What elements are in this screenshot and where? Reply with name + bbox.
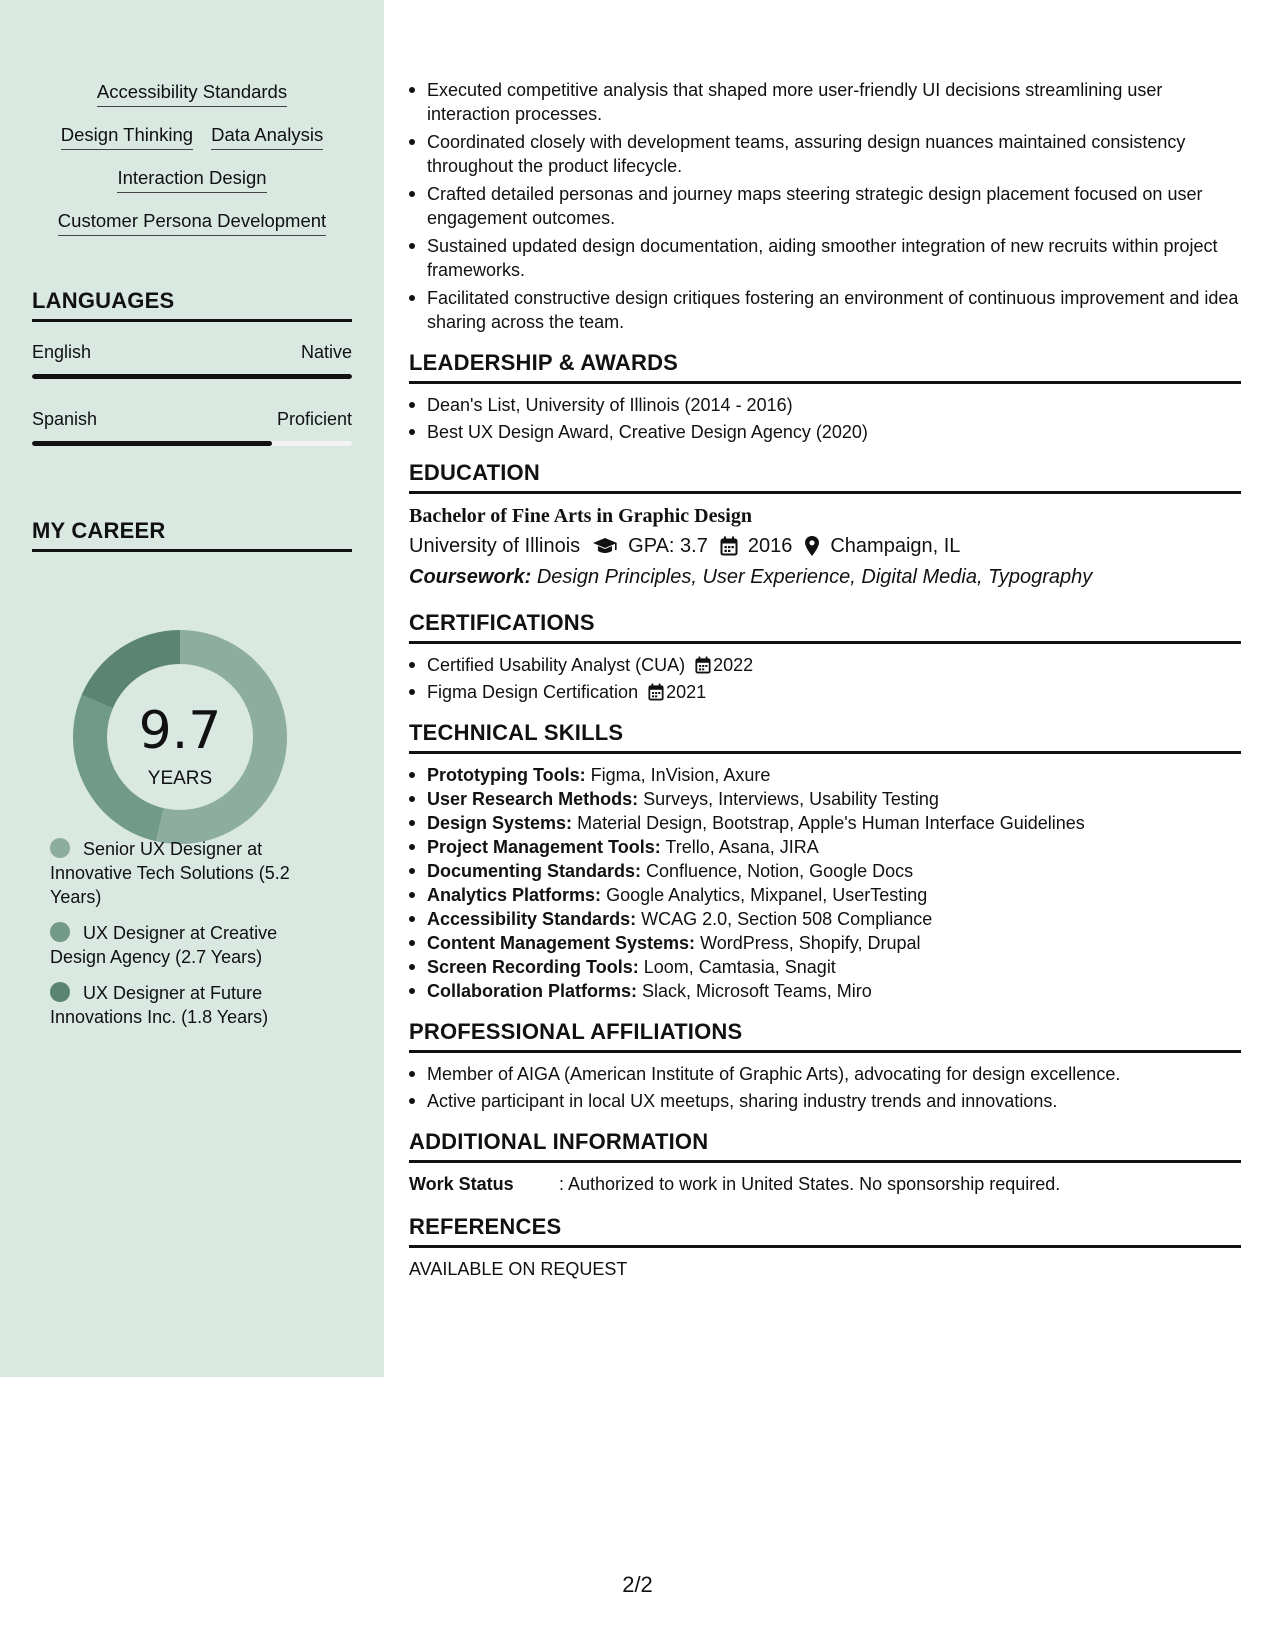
language-spanish xyxy=(32,407,352,446)
technical-skill-label: Project Management Tools: xyxy=(427,837,661,857)
language-level-bar xyxy=(32,441,352,446)
language-english xyxy=(32,340,352,379)
technical-skill-value: Surveys, Interviews, Usability Testing xyxy=(643,789,939,809)
technical-skill-item xyxy=(409,883,1241,907)
affiliation-item: Member of AIGA (American Institute of Graphic Arts), advocating for design excellence. xyxy=(409,1062,1241,1086)
education-details xyxy=(409,532,1241,560)
skill-tag: Design Thinking xyxy=(61,123,193,150)
career-legend-label: UX Designer at Creative Design Agency (2.7 Years) xyxy=(50,923,278,967)
legend-swatch xyxy=(50,922,70,942)
additional-info-section xyxy=(409,1129,1241,1196)
certification-year: 2021 xyxy=(666,682,707,702)
technical-skill-value: Trello, Asana, JIRA xyxy=(665,837,819,857)
award-item: Best UX Design Award, Creative Design Agency (2020) xyxy=(409,420,1241,444)
experience-bullet: Crafted detailed personas and journey maps steering strategic design placement focused on user engagement outcomes. xyxy=(409,182,1241,230)
skill-tag: Customer Persona Development xyxy=(58,209,326,236)
calendar-icon xyxy=(638,682,666,702)
sidebar xyxy=(0,0,384,1377)
award-item: Dean's List, University of Illinois (2014 - 2016) xyxy=(409,393,1241,417)
calendar-icon xyxy=(720,536,738,556)
technical-skill-item xyxy=(409,763,1241,787)
technical-skill-label: Documenting Standards: xyxy=(427,861,642,881)
graduation-year: 2016 xyxy=(747,535,793,557)
career-total: 9.7 xyxy=(138,701,222,761)
leadership-list xyxy=(409,393,1241,444)
technical-skill-label: Accessibility Standards: xyxy=(427,909,637,929)
certifications-section xyxy=(409,610,1241,704)
career-legend-label: Senior UX Designer at Innovative Tech Solutions (5.2 Years) xyxy=(50,839,290,907)
career-donut-segment xyxy=(82,630,180,708)
degree-title: Bachelor of Fine Arts in Graphic Design xyxy=(409,505,752,527)
technical-skill-label: User Research Methods: xyxy=(427,789,639,809)
technical-skill-value: WordPress, Shopify, Drupal xyxy=(700,933,921,953)
skill-row xyxy=(32,166,352,193)
certification-name: Figma Design Certification xyxy=(427,682,639,702)
education-heading: EDUCATION xyxy=(409,460,1241,494)
career-legend-item xyxy=(50,981,315,1029)
skill-tag: Interaction Design xyxy=(117,166,266,193)
affiliation-item: Active participant in local UX meetups, sharing industry trends and innovations. xyxy=(409,1089,1241,1113)
certification-item xyxy=(409,653,1241,677)
technical-skill-label: Analytics Platforms: xyxy=(427,885,602,905)
technical-skill-item xyxy=(409,835,1241,859)
language-name: Spanish xyxy=(32,409,98,429)
technical-skill-value: WCAG 2.0, Section 508 Compliance xyxy=(641,909,933,929)
technical-skill-item xyxy=(409,787,1241,811)
technical-skill-label: Content Management Systems: xyxy=(427,933,696,953)
experience-bullet: Coordinated closely with development teams, assuring design nuances maintained consistency throughout the product lifecycle. xyxy=(409,130,1241,178)
language-level: Proficient xyxy=(276,409,352,429)
experience-bullet: Executed competitive analysis that shaped more user-friendly UI decisions streamlining user interaction processes. xyxy=(409,78,1241,126)
references-text: AVAILABLE ON REQUEST xyxy=(409,1259,628,1279)
work-status-label: Work Status xyxy=(409,1174,514,1194)
experience-bullet: Sustained updated design documentation, aiding smoother integration of new recruits within project frameworks. xyxy=(409,234,1241,282)
affiliations-heading: PROFESSIONAL AFFILIATIONS xyxy=(409,1019,1241,1053)
skill-row xyxy=(32,123,352,150)
technical-skill-value: Material Design, Bootstrap, Apple's Human Interface Guidelines xyxy=(577,813,1085,833)
skill-tag: Data Analysis xyxy=(211,123,323,150)
technical-skill-item xyxy=(409,859,1241,883)
technical-skills-list xyxy=(409,763,1241,1003)
technical-skill-value: Confluence, Notion, Google Docs xyxy=(646,861,914,881)
legend-swatch xyxy=(50,838,70,858)
technical-skill-value: Figma, InVision, Axure xyxy=(590,765,771,785)
language-name: English xyxy=(32,342,92,362)
language-level: Native xyxy=(300,342,352,362)
affiliations-list xyxy=(409,1062,1241,1113)
language-level-fill xyxy=(32,441,272,446)
career-unit: YEARS xyxy=(147,768,213,789)
leadership-section xyxy=(409,350,1241,444)
location-pin-icon xyxy=(804,535,820,557)
certification-year: 2022 xyxy=(713,655,754,675)
career-heading: MY CAREER xyxy=(32,518,352,552)
technical-skill-item xyxy=(409,979,1241,1003)
certification-item xyxy=(409,680,1241,704)
references-heading: REFERENCES xyxy=(409,1214,1241,1248)
additional-info-heading: ADDITIONAL INFORMATION xyxy=(409,1129,1241,1163)
technical-skills-section xyxy=(409,720,1241,1003)
technical-skill-label: Screen Recording Tools: xyxy=(427,957,639,977)
skill-tag: Accessibility Standards xyxy=(97,80,287,107)
language-level-fill xyxy=(32,374,352,379)
technical-skill-value: Google Analytics, Mixpanel, UserTesting xyxy=(606,885,928,905)
school-location: Champaign, IL xyxy=(830,535,961,557)
experience-bullet: Facilitated constructive design critiques fostering an environment of continuous improvement and idea sharing across the team. xyxy=(409,286,1241,334)
work-status xyxy=(409,1172,1241,1196)
coursework-label: Coursework: xyxy=(409,566,532,588)
references-section xyxy=(409,1214,1241,1281)
affiliations-section xyxy=(409,1019,1241,1113)
skill-row xyxy=(32,209,352,236)
certifications-list xyxy=(409,653,1241,704)
technical-skill-value: Slack, Microsoft Teams, Miro xyxy=(642,981,872,1001)
skills-tags xyxy=(32,80,352,252)
main-content xyxy=(409,78,1241,1281)
gpa: GPA: 3.7 xyxy=(628,535,708,557)
career-donut-chart xyxy=(63,620,297,854)
certifications-heading: CERTIFICATIONS xyxy=(409,610,1241,644)
technical-skill-label: Collaboration Platforms: xyxy=(427,981,638,1001)
language-level-bar xyxy=(32,374,352,379)
education-section xyxy=(409,460,1241,591)
calendar-icon xyxy=(685,655,713,675)
leadership-heading: LEADERSHIP & AWARDS xyxy=(409,350,1241,384)
certification-name: Certified Usability Analyst (CUA) xyxy=(427,655,686,675)
career-legend xyxy=(50,837,315,1041)
school-name: University of Illinois xyxy=(409,535,581,557)
skill-row xyxy=(32,80,352,107)
career-legend-item xyxy=(50,921,315,969)
work-status-value: : Authorized to work in United States. No sponsorship required. xyxy=(559,1174,1061,1194)
technical-skill-item xyxy=(409,811,1241,835)
technical-skill-item xyxy=(409,955,1241,979)
technical-skill-label: Prototyping Tools: xyxy=(427,765,586,785)
experience-bullets xyxy=(409,78,1241,334)
coursework-list: Design Principles, User Experience, Digital Media, Typography xyxy=(536,566,1093,588)
languages-heading: LANGUAGES xyxy=(32,288,352,322)
graduation-cap-icon xyxy=(592,537,618,555)
career-legend-item xyxy=(50,837,315,909)
career-legend-label: UX Designer at Future Innovations Inc. (1.8 Years) xyxy=(50,983,269,1027)
coursework xyxy=(409,563,1241,591)
technical-skills-heading: TECHNICAL SKILLS xyxy=(409,720,1241,754)
technical-skill-value: Loom, Camtasia, Snagit xyxy=(643,957,836,977)
legend-swatch xyxy=(50,982,70,1002)
technical-skill-label: Design Systems: xyxy=(427,813,573,833)
technical-skill-item xyxy=(409,907,1241,931)
technical-skill-item xyxy=(409,931,1241,955)
page-number: 2/2 xyxy=(622,1572,653,1597)
